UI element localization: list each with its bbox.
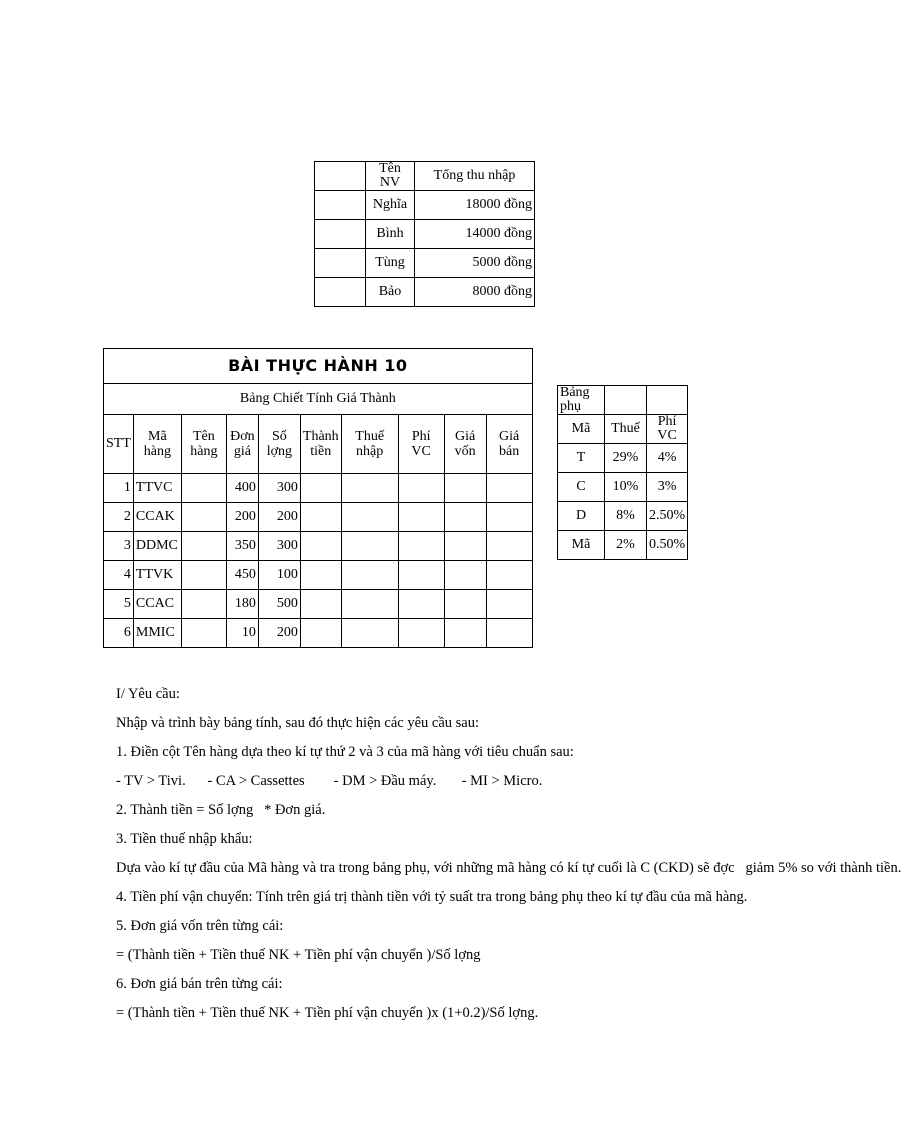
table-cell: [341, 561, 398, 590]
column-header: Số lợng: [258, 415, 300, 474]
lookup-header-cell: Thuế: [605, 415, 647, 444]
table-cell: 1: [104, 474, 134, 503]
lookup-row: [558, 531, 688, 560]
header-row: [104, 415, 533, 474]
lookup-cell: 8%: [605, 502, 647, 531]
table-cell: 450: [226, 561, 258, 590]
lookup-cell: 29%: [605, 444, 647, 473]
table-cell: [300, 561, 341, 590]
lookup-row: [558, 502, 688, 531]
table-cell: [181, 474, 226, 503]
lookup-cell: D: [558, 502, 605, 531]
table-cell: CCAK: [133, 503, 181, 532]
table-cell: [398, 619, 444, 648]
income-amount-cell: 18000 đồng: [415, 191, 535, 220]
table-cell: 500: [258, 590, 300, 619]
lookup-header-cell: Mã: [558, 415, 605, 444]
income-row: [315, 220, 535, 249]
lookup-table: [557, 385, 688, 560]
income-table: [314, 161, 535, 307]
lookup-body: [558, 444, 688, 560]
table-cell: [486, 503, 532, 532]
table-cell: [398, 561, 444, 590]
income-row: [315, 249, 535, 278]
table-cell: 200: [226, 503, 258, 532]
table-cell: [341, 474, 398, 503]
table-cell: [398, 590, 444, 619]
lookup-cell: Mã: [558, 531, 605, 560]
table-row: [104, 619, 533, 648]
income-cell: [315, 249, 366, 278]
requirement-line: 3. Tiền thuế nhập khẩu:: [116, 831, 253, 847]
table-cell: 200: [258, 503, 300, 532]
column-header: Phí VC: [398, 415, 444, 474]
income-header-cell: [315, 162, 366, 191]
requirement-line: 5. Đơn giá vốn trên từng cái:: [116, 918, 284, 934]
table-cell: 300: [258, 474, 300, 503]
requirement-line: 4. Tiền phí vận chuyển: Tính trên giá trị thành tiền với tỷ suất tra trong bảng phụ theo kí tự đầu của mã hàng.: [116, 889, 748, 905]
table-cell: 300: [258, 532, 300, 561]
table-cell: 180: [226, 590, 258, 619]
table-cell: [444, 590, 486, 619]
table-row: [104, 561, 533, 590]
table-row: [104, 532, 533, 561]
income-row: [315, 278, 535, 307]
table-cell: MMIC: [133, 619, 181, 648]
table-cell: [444, 474, 486, 503]
income-cell: [315, 191, 366, 220]
table-body: [104, 474, 533, 648]
lookup-header-row: [558, 415, 688, 444]
table-cell: 350: [226, 532, 258, 561]
requirement-line: Nhập và trình bày bảng tính, sau đó thực hiện các yêu cầu sau:: [116, 715, 479, 731]
requirement-line: 2. Thành tiền = Số lợng * Đơn giá.: [116, 802, 326, 818]
income-amount-cell: 14000 đồng: [415, 220, 535, 249]
lookup-cell: 2%: [605, 531, 647, 560]
income-row: [315, 191, 535, 220]
lookup-empty-cell: [647, 386, 688, 415]
column-header: Giá bán: [486, 415, 532, 474]
table-cell: [300, 590, 341, 619]
income-header-cell: Tên NV: [366, 162, 415, 191]
table-subtitle: Bảng Chiết Tính Giá Thành: [104, 384, 533, 415]
income-name-cell: Tùng: [366, 249, 415, 278]
table-row: [104, 503, 533, 532]
requirement-line: I/ Yêu cầu:: [116, 686, 180, 702]
table-cell: 2: [104, 503, 134, 532]
table-cell: [300, 532, 341, 561]
table-cell: 6: [104, 619, 134, 648]
income-header-row: [315, 162, 535, 191]
lookup-cell: 3%: [647, 473, 688, 502]
table-cell: [300, 619, 341, 648]
requirement-line: = (Thành tiền + Tiền thuế NK + Tiền phí vận chuyển )/Số lợng: [116, 947, 481, 963]
income-cell: [315, 278, 366, 307]
requirements-section: [116, 680, 901, 1028]
requirement-line: 6. Đơn giá bán trên từng cái:: [116, 976, 283, 992]
table-cell: [444, 503, 486, 532]
table-cell: [341, 503, 398, 532]
table-title: BÀI THỰC HÀNH 10: [104, 349, 533, 384]
table-cell: 5: [104, 590, 134, 619]
lookup-row: [558, 473, 688, 502]
table-cell: 3: [104, 532, 134, 561]
table-cell: CCAC: [133, 590, 181, 619]
lookup-title-row: [558, 386, 688, 415]
requirement-line: = (Thành tiền + Tiền thuế NK + Tiền phí vận chuyển )x (1+0.2)/Số lợng.: [116, 1005, 539, 1021]
table-cell: [486, 532, 532, 561]
lookup-empty-cell: [605, 386, 647, 415]
table-cell: [486, 561, 532, 590]
table-cell: [341, 590, 398, 619]
lookup-row: [558, 444, 688, 473]
table-cell: [300, 503, 341, 532]
column-header: Đơn giá: [226, 415, 258, 474]
column-header: Giá vốn: [444, 415, 486, 474]
table-cell: 10: [226, 619, 258, 648]
column-header: Thuế nhập: [341, 415, 398, 474]
table-cell: [181, 619, 226, 648]
column-header: Tên hàng: [181, 415, 226, 474]
table-cell: [398, 474, 444, 503]
table-cell: [181, 561, 226, 590]
table-cell: [486, 619, 532, 648]
table-cell: [300, 474, 341, 503]
income-cell: [315, 220, 366, 249]
table-cell: TTVK: [133, 561, 181, 590]
table-cell: 200: [258, 619, 300, 648]
table-cell: [444, 532, 486, 561]
cost-table: [103, 348, 533, 648]
table-cell: [398, 532, 444, 561]
lookup-title: Bảng phụ: [558, 386, 605, 415]
table-cell: [444, 619, 486, 648]
table-cell: [398, 503, 444, 532]
table-cell: DDMC: [133, 532, 181, 561]
column-header: Thành tiền: [300, 415, 341, 474]
table-cell: 400: [226, 474, 258, 503]
lookup-cell: T: [558, 444, 605, 473]
requirement-line: 1. Điền cột Tên hàng dựa theo kí tự thứ 2 và 3 của mã hàng với tiêu chuẩn sau:: [116, 744, 574, 760]
income-header-cell: Tổng thu nhập: [415, 162, 535, 191]
table-row: [104, 590, 533, 619]
lookup-cell: 10%: [605, 473, 647, 502]
income-name-cell: Bảo: [366, 278, 415, 307]
income-amount-cell: 8000 đồng: [415, 278, 535, 307]
table-cell: [181, 532, 226, 561]
table-cell: [341, 532, 398, 561]
table-cell: [181, 503, 226, 532]
table-row: [104, 474, 533, 503]
table-cell: [444, 561, 486, 590]
income-name-cell: Nghĩa: [366, 191, 415, 220]
lookup-cell: 0.50%: [647, 531, 688, 560]
income-name-cell: Bình: [366, 220, 415, 249]
requirement-line: Dựa vào kí tự đầu của Mã hàng và tra trong bảng phụ, với những mã hàng có kí tự cuối là C (CKD) sẽ đợc giảm 5% so với thành tiền.: [116, 860, 901, 876]
requirement-line: - TV > Tivi. - CA > Cassettes - DM > Đầu máy. - MI > Micro.: [116, 773, 543, 789]
table-cell: 4: [104, 561, 134, 590]
table-cell: [486, 590, 532, 619]
table-cell: TTVC: [133, 474, 181, 503]
table-cell: 100: [258, 561, 300, 590]
income-amount-cell: 5000 đồng: [415, 249, 535, 278]
lookup-cell: 4%: [647, 444, 688, 473]
lookup-cell: 2.50%: [647, 502, 688, 531]
column-header: STT: [104, 415, 134, 474]
table-cell: [181, 590, 226, 619]
table-cell: [486, 474, 532, 503]
column-header: Mã hàng: [133, 415, 181, 474]
table-cell: [341, 619, 398, 648]
lookup-cell: C: [558, 473, 605, 502]
lookup-header-cell: Phí VC: [647, 415, 688, 444]
